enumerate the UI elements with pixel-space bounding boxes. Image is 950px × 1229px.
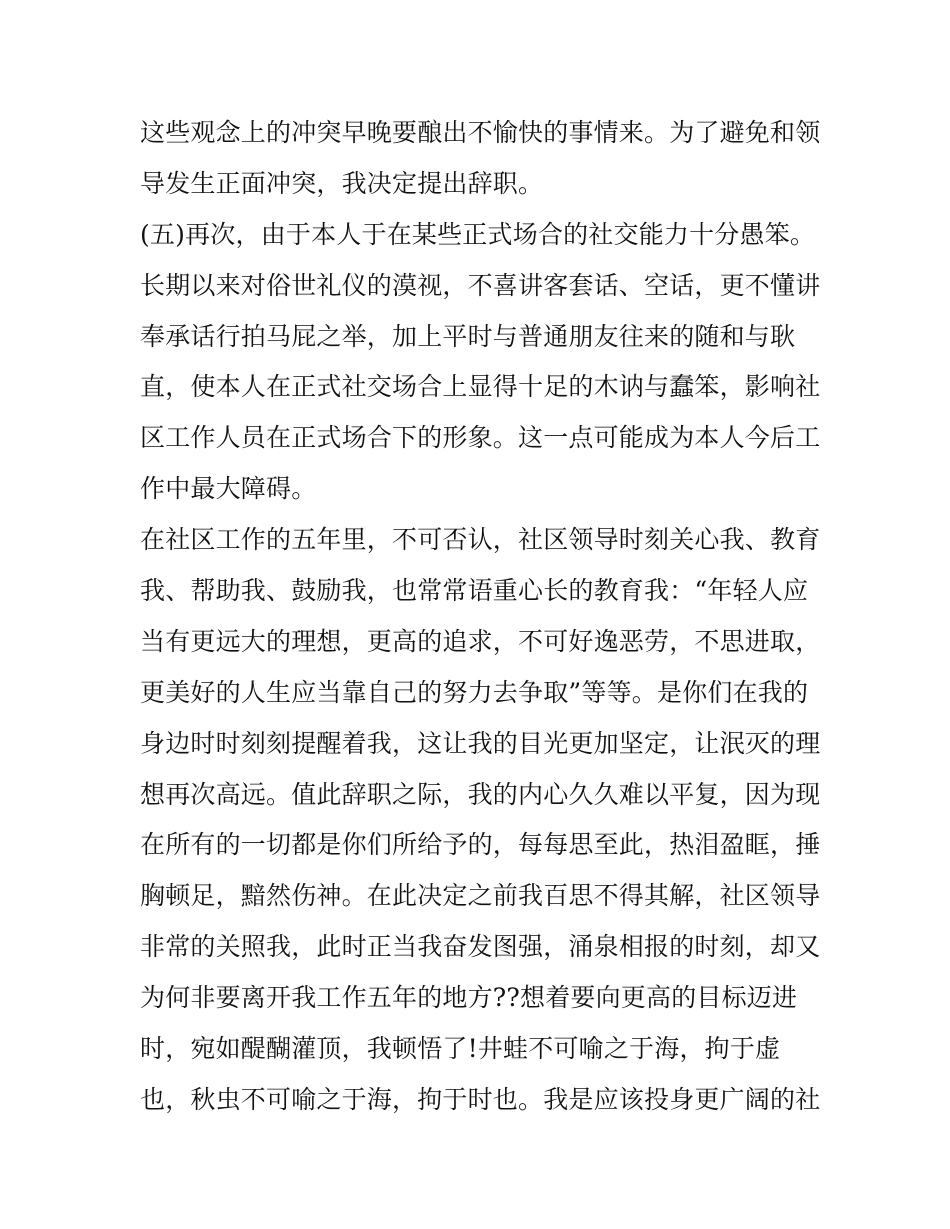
text-line: 奉承话行拍马屁之举，加上平时与普通朋友往来的随和与耿 bbox=[140, 321, 796, 351]
text-line: 长期以来对俗世礼仪的漠视，不喜讲客套话、空话，更不懂讲 bbox=[140, 270, 821, 300]
text-line: 也，秋虫不可喻之于海，拘于时也。我是应该投身更广阔的社 bbox=[140, 1084, 821, 1114]
text-line: 想再次高远。值此辞职之际，我的内心久久难以平复，因为现 bbox=[140, 779, 821, 809]
text-line: (五)再次，由于本人于在某些正式场合的社交能力十分愚笨。 bbox=[140, 219, 816, 249]
text-line: 在所有的一切都是你们所给予的，每每思至此，热泪盈眶，捶 bbox=[140, 830, 821, 860]
text-line: 身边时时刻刻提醒着我，这让我的目光更加坚定，让泯灭的理 bbox=[140, 728, 821, 758]
text-line: 非常的关照我，此时正当我奋发图强，涌泉相报的时刻，却又 bbox=[140, 932, 821, 962]
text-line: 这些观念上的冲突早晚要酿出不愉快的事情来。为了避免和领 bbox=[140, 118, 821, 147]
text-line: 更美好的人生应当靠自己的努力去争取”等等。是你们在我的 bbox=[140, 677, 809, 707]
text-line: 时，宛如醍醐灌顶，我顿悟了!井蛙不可喻之于海，拘于虚 bbox=[140, 1034, 781, 1064]
text-line: 作中最大障碍。 bbox=[140, 474, 317, 504]
text-line: 区工作人员在正式场合下的形象。这一点可能成为本人今后工 bbox=[140, 423, 821, 453]
text-line: 导发生正面冲突，我决定提出辞职。 bbox=[140, 168, 544, 198]
text-line: 当有更远大的理想，更高的追求，不可好逸恶劳，不思进取， bbox=[140, 626, 821, 656]
text-line: 我、帮助我、鼓励我，也常常语重心长的教育我：“年轻人应 bbox=[140, 576, 809, 606]
text-line: 为何非要离开我工作五年的地方??想着要向更高的目标迈进 bbox=[140, 983, 798, 1013]
body-text bbox=[140, 108, 820, 1126]
text-line: 胸顿足，黯然伤神。在此决定之前我百思不得其解，社区领导 bbox=[140, 881, 821, 911]
text-line: 直，使本人在正式社交场合上显得十足的木讷与蠢笨，影响社 bbox=[140, 372, 821, 402]
text-line: 在社区工作的五年里，不可否认，社区领导时刻关心我、教育 bbox=[140, 525, 821, 555]
